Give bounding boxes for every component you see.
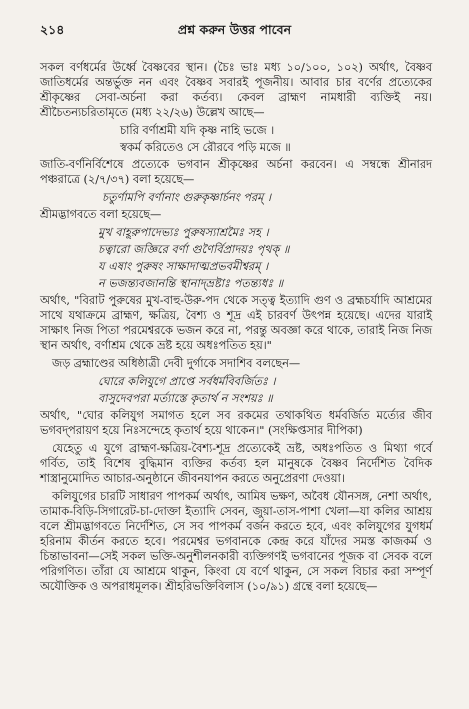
- paragraph: জড় ব্রহ্মাণ্ডের অধিষ্ঠাত্রী দেবী দুর্গাকে সদাশিব বলছেন—: [52, 357, 301, 370]
- paragraph: জাতি-বর্ণনির্বিশেষে প্রত্যেকে ভগবান শ্রীকৃষ্ণের অর্চনা করবেন। এ সম্বন্ধে শ্রীনারদ পঞ্চরাত্রে (২/৭/৩৭) বলা হয়েছে—: [40, 158, 432, 186]
- verse-line: স্বকর্ম করিতেও সে রৌরবে পড়ি মজে ॥: [120, 141, 291, 154]
- paragraph: অর্থাৎ, "ঘোর কলিযুগ সমাগত হলে সব রকমের তথাকথিত ধর্মবর্জিত মর্ত্যের জীব ভগবদ্‌পরায়ণ হয়ে নিঃসন্দেহে কৃতার্থ হয়ে থাকেন।" (সংক্ষিপ্তসার দীপিকা): [40, 409, 432, 437]
- verse-line: চারি বর্ণাশ্রমী যদি কৃষ্ণ নাহি ভজে ।: [120, 124, 275, 137]
- page-header: [40, 22, 429, 42]
- verse-line: ঘোরে কলিযুগে প্রাপ্তে সর্বধর্মবিবর্জিতঃ ।: [98, 375, 276, 388]
- verse-line: য এষাং পুরুষং সাক্ষাদাত্মপ্রভবমীশ্বরম্ ।: [98, 260, 269, 273]
- verse-line: ন ভজন্ত্যবজানন্তি স্থানাদ্‌ভ্রষ্টাঃ পতন্ত্যধঃ ॥: [98, 277, 284, 290]
- verse-line: মুখ বাহূরুপাদেভ্যঃ পুরুষস্যাশ্রমৈঃ সহ ।: [98, 226, 269, 239]
- verse-line: বাসুদেবপরা মর্ত্যাস্তে কৃতার্থ ন সংশয়ঃ ॥: [98, 392, 273, 405]
- paragraph: শ্রীমদ্ভাগবতে বলা হয়েছে—: [40, 208, 162, 221]
- page-body: [40, 60, 432, 597]
- paragraph: অর্থাৎ, "বিরাট পুরুষের মুখ-বাহু-উরু-পদ থেকে সত্ত্ব ইত্যাদি গুণ ও ব্রহ্মচর্যাদি আশ্রমের সাথে যথাক্রমে ব্রাহ্মণ, ক্ষত্রিয়, বৈশ্য ও শূদ্র এই চারবর্ণ উৎপন্ন হয়েছে। এদের যারাই সাক্ষাৎ নিজ পিতা পরমেশ্বরকে ভজন করে না, পরন্তু অবজ্ঞা করে থাকে, তারাই নিজ নিজ স্থান অর্থাৎ, বর্ণাশ্রম থেকে ভ্রষ্ট হয়ে অধঃপতিত হয়।": [40, 294, 432, 352]
- paragraph: কলিযুগের চারটি সাধারণ পাপকর্ম অর্থাৎ, আমিষ ভক্ষণ, অবৈধ যৌনসঙ্গ, নেশা অর্থাৎ, তামাক-বিড়ি-সিগারেট-চা-দোক্তা ইত্যাদি সেবন, জুয়া-তাস-পাশা খেলা—যা কলির আশ্রয় বলে শ্রীমদ্ভাগবতে নির্দেশিত, সে সব পাপকর্ম বর্জন করতে হবে, এবং কলিযুগের যুগধর্ম হরিনাম কীর্তন করতে হবে। পরমেশ্বর ভগবানকে কেন্দ্র করে যাঁদের সমস্ত কাজকর্ম ও চিন্তাভাবনা—সেই সকল ভক্তি-অনুশীলনকারী ব্যক্তিগণই ভগবানের পূজক বা সেবক বলে পরিগণিত। তাঁরা যে আশ্রমে থাকুন, কিংবা যে বর্ণে থাকুন, সে সকল বিচার করা সম্পূর্ণ অযৌক্তিক ও অপরাধমূলক। শ্রীহরিভক্তিবিলাস (১০/৯১) গ্রন্থে বলা হয়েছে—: [40, 490, 432, 593]
- paragraph: যেহেতু এ যুগে ব্রাহ্মণ-ক্ষত্রিয়-বৈশ্য-শূদ্র প্রত্যেকেই ভ্রষ্ট, অধঃপতিত ও মিথ্যা গর্বে গর্বিত, তাই বিশেষ বুদ্ধিমান ব্যক্তির কর্তব্য হল মানুষকে বৈষ্ণব নির্দেশিত বৈদিক শাস্ত্রানুমোদিত আচার-অনুষ্ঠানে জীবনযাপন করতে অনুপ্রেরণা দেওয়া।: [40, 442, 432, 485]
- page-number: ২১৪: [40, 22, 65, 37]
- paragraph: সকল বর্ণধর্মের উর্ধ্বে বৈষ্ণবের স্থান। (চৈঃ ভাঃ মধ্য ১০/১০০, ১০২) অর্থাৎ, বৈষ্ণব জাতিধর্মের অন্তর্ভুক্ত নন এবং বৈষ্ণব সবারই পূজনীয়। আবার চার বর্ণের প্রত্যেকের শ্রীকৃষ্ণের সেবা-অর্চনা করা কর্তব্য। কেবল ব্রাহ্মণ নামধারী ব্যক্তিই নয়। শ্রীচৈতন্যচরিতামৃতে (মধ্য ২২/২৬) উল্লেখ আছে—: [40, 61, 432, 119]
- verse-line: চতুর্ণামপি বর্ণানাং গুরুকৃষ্ণার্চনং পরম্ ।: [102, 191, 272, 204]
- verse-line: চত্বারো জজ্ঞিরে বর্ণা গুণৈর্বিপ্রাদয়ঃ পৃথক্ ॥: [98, 243, 290, 256]
- running-title: প্রশ্ন করুন উত্তর পাবেন: [177, 22, 292, 37]
